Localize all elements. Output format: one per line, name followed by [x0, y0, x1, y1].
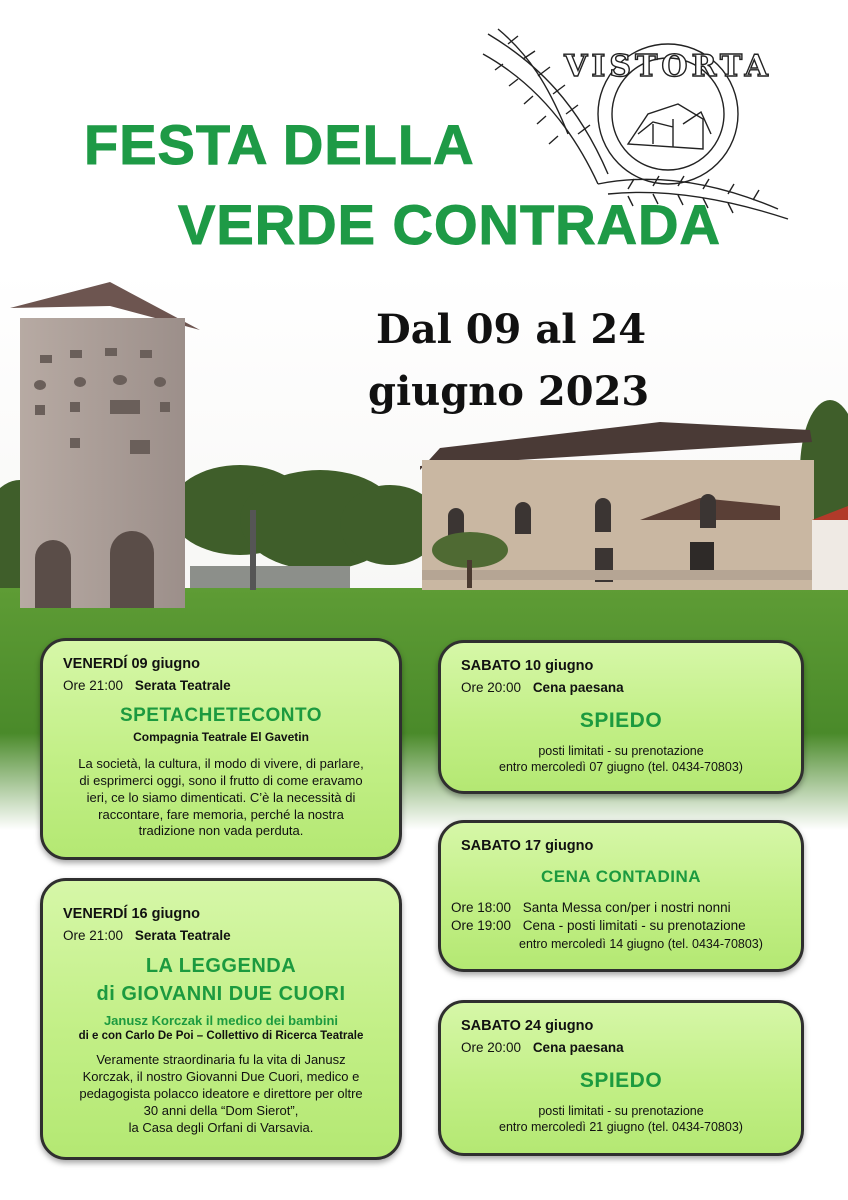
title-line-1: FESTA DELLA — [84, 113, 475, 176]
event-title: SPIEDO — [579, 1068, 663, 1092]
event-subtitle: Janusz Korczak il medico dei bambini — [103, 1012, 339, 1028]
event-time: Ore 20:00 — [461, 680, 522, 696]
dates-line-2: giugno 2023 — [368, 368, 650, 415]
event-card-sabato-10 — [438, 640, 804, 794]
dates-line-1: Dal 09 al 24 — [376, 306, 647, 353]
event-time: Ore 21:00 — [63, 928, 124, 944]
event-text: Santa Messa con/per i nostri nonni — [522, 899, 731, 915]
event-card-sabato-24 — [438, 1000, 804, 1156]
event-type: Cena paesana — [532, 680, 624, 696]
event-title: SPETACHETECONTO — [119, 704, 323, 726]
event-text: Cena - posti limitati - su prenotazione — [522, 918, 746, 934]
event-day: VENERDÍ 09 giugno — [63, 656, 200, 672]
event-desc-line: la Casa degli Orfani di Varsavia. — [128, 1119, 314, 1135]
event-note: posti limitati - su prenotazione — [538, 743, 704, 758]
event-card-venerdi-16 — [40, 878, 402, 1160]
event-note: posti limitati - su prenotazione — [538, 1103, 704, 1118]
event-desc-line: La società, la cultura, il modo di vivere, di parlare, — [78, 755, 364, 771]
event-credits: di e con Carlo De Poi – Collettivo di Ricerca Teatrale — [78, 1029, 364, 1042]
event-desc-line: raccontare, fare memoria, perché la nostra — [98, 806, 344, 822]
event-desc-line: Korczak, il nostro Giovanni Due Cuori, medico e — [82, 1068, 360, 1084]
event-type: Cena paesana — [532, 1040, 624, 1056]
event-note: entro mercoledì 07 giugno (tel. 0434-70803) — [499, 760, 743, 775]
event-time: Ore 20:00 — [461, 1040, 522, 1056]
event-title: CENA CONTADINA — [541, 867, 701, 887]
event-title-line-1: LA LEGGENDA — [145, 954, 297, 977]
event-desc-line: di esprimerci oggi, sono il frutto di come eravamo — [79, 772, 363, 788]
title-line-2: VERDE CONTRADA — [178, 193, 721, 256]
event-desc-line: 30 anni della “Dom Sierot”, — [143, 1102, 299, 1118]
event-desc-line: pedagogista polacco ideatore e direttore per oltre — [79, 1085, 363, 1101]
event-type: Serata Teatrale — [134, 678, 231, 694]
event-time: Ore 21:00 — [63, 678, 124, 694]
event-day: VENERDÍ 16 giugno — [63, 906, 200, 922]
event-type: Serata Teatrale — [134, 928, 231, 944]
event-title-line-2: di GIOVANNI DUE CUORI — [96, 983, 346, 1006]
event-day: SABATO 17 giugno — [461, 838, 594, 854]
vistorta-logo — [478, 24, 798, 224]
event-card-sabato-17 — [438, 820, 804, 972]
event-desc-line: Veramente straordinaria fu la vita di Janusz — [96, 1052, 346, 1068]
logo-text: VISTORTA — [564, 49, 772, 84]
event-company: Compagnia Teatrale El Gavetin — [133, 730, 309, 745]
event-title: SPIEDO — [579, 708, 663, 732]
event-card-venerdi-09 — [40, 638, 402, 860]
event-day: SABATO 10 giugno — [461, 658, 594, 674]
event-desc-line: tradizione non vada perduta. — [138, 823, 304, 839]
event-day: SABATO 24 giugno — [461, 1018, 594, 1034]
event-time: Ore 18:00 — [451, 899, 512, 915]
event-time: Ore 19:00 — [451, 918, 512, 934]
event-text: entro mercoledì 14 giugno (tel. 0434-70803) — [519, 937, 763, 952]
event-desc-line: ieri, ce lo siamo dimenticati. C’è la necessità di — [86, 789, 356, 805]
event-note: entro mercoledì 21 giugno (tel. 0434-70803) — [499, 1120, 743, 1135]
